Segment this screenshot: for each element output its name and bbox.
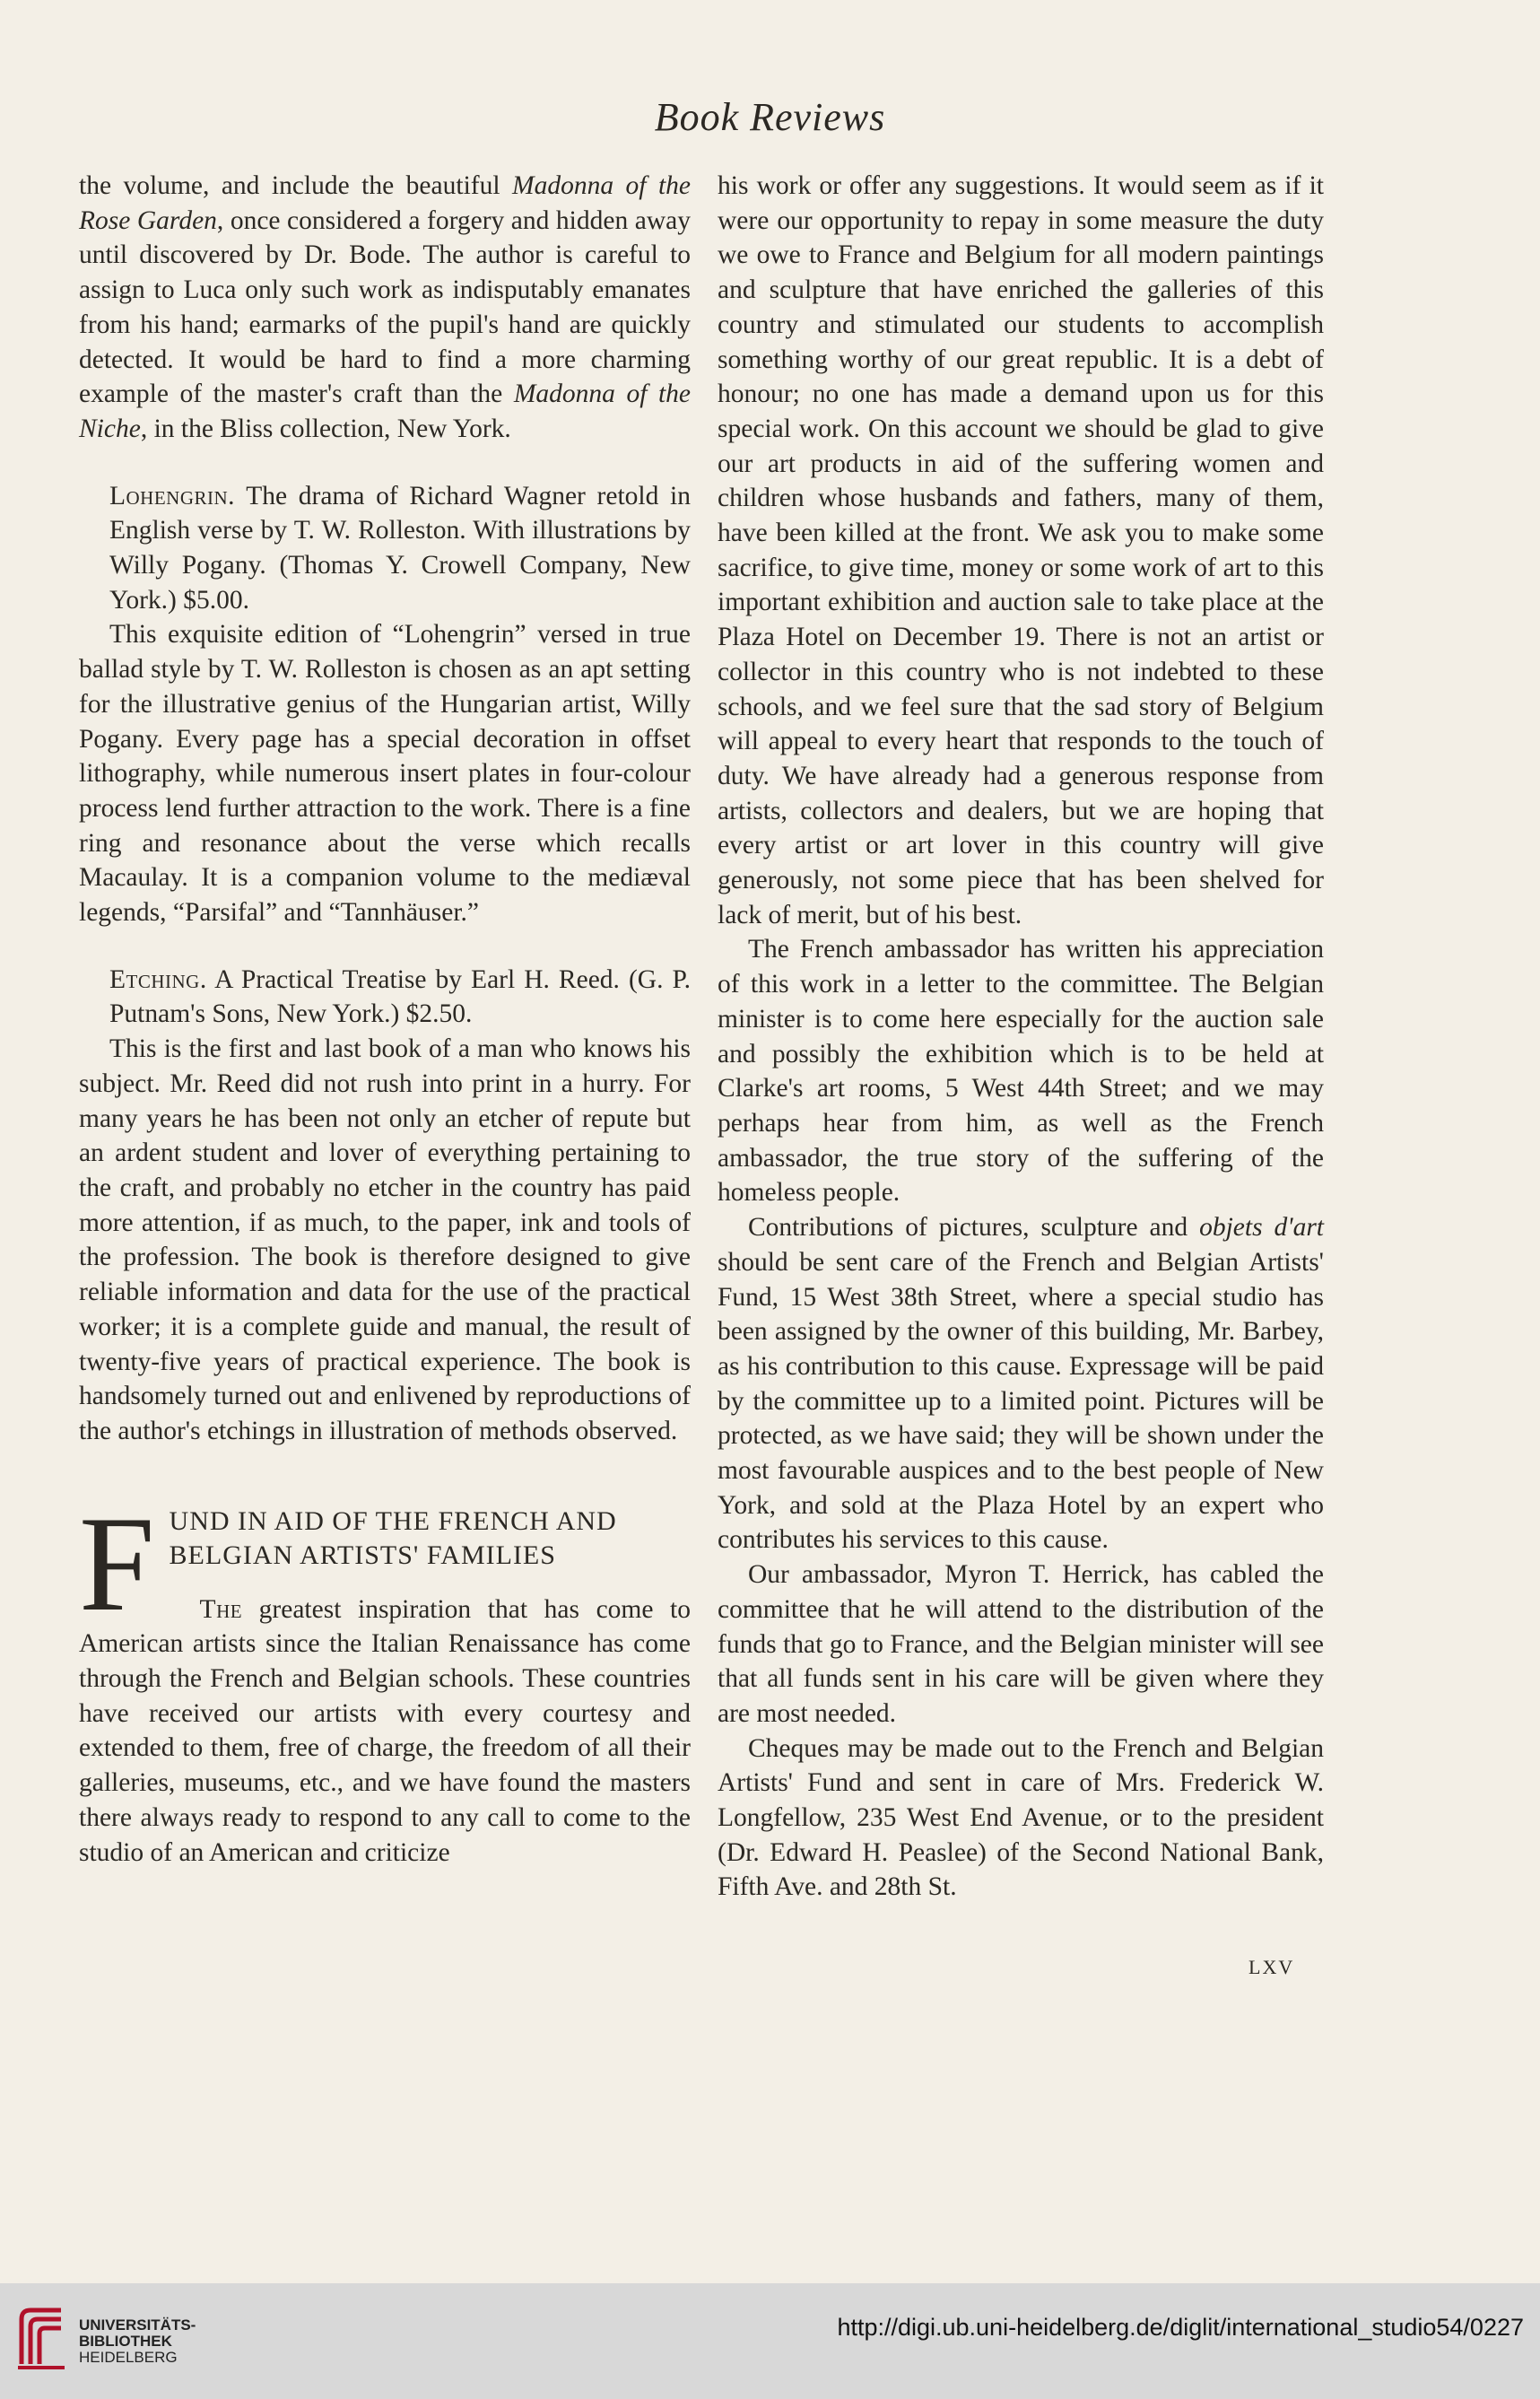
intro-paragraph	[79, 169, 691, 447]
article-text: greatest inspiration that has come to American artists since the Italian Renaissance has come through the French and Belgian schools. These countries have received our artists with every courtesy and extended to them, free of charge, the freedom of all their galleries, museums, etc., and we have found the masters there always ready to respond to any call to come to the studio of an American and criticize	[79, 1594, 691, 1867]
review-body: This is the first and last book of a man who knows his subject. Mr. Reed did not rush into print in a hurry. For many years he has been not only an etcher of repute but an ardent student and lover of everything pertaining to the craft, and probably no etcher in the country has paid more attention, if as much, to the paper, ink and tools of the profession. The book is therefore designed to give reliable information and data for the use of the practical worker; it is a complete guide and manual, the result of twenty-five years of practical experience. The book is handsomely turned out and enlivened by reproductions of the author's etchings in illustration of methods observed.	[79, 1034, 691, 1445]
review-title: Etching.	[109, 964, 207, 994]
left-column	[79, 169, 691, 1870]
page-number: LXV	[1249, 1956, 1295, 1978]
paragraph: his work or offer any suggestions. It would seem as if it were our opportunity to repay in some measure the duty we owe to France and Belgium for all modern paintings and sculpture that have enriched the galleries of this country and stimulated our students to accomplish something worthy of our great republic. It is a debt of honour; no one has made a demand upon us for this special work. On this account we should be glad to give our art products in aid of the suffering women and children whose husbands and fathers, many of them, have been killed at the front. We ask you to make some sacrifice, to give time, money or some work of art to this important exhibition and auction sale to take place at the Plaza Hotel on December 19. There is not an artist or collector in this country who is not indebted to these schools, and we feel sure that the sad story of Belgium will appeal to every heart that responds to the touch of duty. We have already had a generous response from artists, collectors and dealers, but we are hoping that every artist or art lover in this country will give generously, not some piece that has been shelved for lack of merit, but of his best.	[718, 171, 1324, 929]
paragraph: Our ambassador, Myron T. Herrick, has cabled the committee that he will attend to the distribution of the funds that go to France, and the Belgian minister will see that all funds sent in his care will be given where they are most needed.	[718, 1560, 1324, 1728]
italic-title: Madonna of the Rose Garden	[79, 171, 692, 235]
library-logo-icon[interactable]	[16, 2301, 70, 2373]
italic-run: objets d'art	[1199, 1213, 1324, 1243]
lead-word: The	[199, 1594, 243, 1624]
permalink-url[interactable]: http://digi.ub.uni-heidelberg.de/diglit/international_studio54/0227	[837, 2314, 1524, 2341]
review-title: Lohengrin.	[109, 481, 236, 510]
drop-cap: F	[79, 1487, 155, 1639]
review-etching	[79, 963, 691, 1449]
text-run: should be sent care of the French and Belgian Artists' Fund, 15 West 38th Street, where a special studio has been assigned by the owner of this building, Mr. Barbey, as his contribution to this cause. Expressage will be paid by the committee up to a limited point. Pictures will be protected, as we have said; they will be shown under the most favourable auspices and to the best people of New York, and sold at the Plaza Hotel by an expert who contributes his services to this cause.	[718, 1247, 1324, 1555]
text-run: Contributions of pictures, sculpture and	[748, 1213, 1200, 1243]
library-name	[79, 2317, 196, 2366]
review-citation: The drama of Richard Wagner retold in English verse by T. W. Rolleston. With illustrations by Willy Pogany. (Thomas Y. Crowell Company, New York.) $5.00.	[109, 481, 691, 615]
paragraph	[718, 1210, 1324, 1557]
fund-article	[79, 1487, 691, 1871]
viewer-footer	[0, 2283, 1540, 2399]
library-name-line: UNIVERSITÄTS-	[79, 2316, 196, 2334]
library-name-line: HEIDELBERG	[79, 2349, 178, 2366]
review-lohengrin	[79, 479, 691, 930]
text-run: the volume, and include the beautiful	[79, 171, 513, 200]
review-citation: A Practical Treatise by Earl H. Reed. (G. P. Putnam's Sons, New York.) $2.50.	[109, 964, 691, 1029]
text-run: , once considered a forgery and hidden away until discovered by Dr. Bode. The author is careful to assign to Luca only such work as indisputably emanates from his hand; earmarks of the pupil's hand are quickly detected. It would be hard to find a more charming example of the master's craft than the	[79, 205, 691, 409]
right-column	[718, 169, 1324, 1905]
article-title: UND IN AID OF THE FRENCH AND BELGIAN ARTISTS' FAMILIES	[169, 1505, 617, 1570]
article-body	[79, 1592, 691, 1871]
review-body: This exquisite edition of “Lohengrin” versed in true ballad style by T. W. Rolleston is chosen as an apt setting for the illustrative genius of the Hungarian artist, Willy Pogany. Every page has a special decoration in offset lithography, while numerous insert plates in four-colour process lend further attraction to the work. There is a fine ring and resonance about the verse which recalls Macaulay. It is a companion volume to the mediæval legends, “Parsifal” and “Tannhäuser.”	[79, 620, 691, 928]
running-header: Book Reviews	[654, 95, 886, 139]
paragraph: The French ambassador has written his appreciation of this work in a letter to the committee. The Belgian minister is to come here especially for the auction sale and possibly the exhibition which is to be held at Clarke's art rooms, 5 West 44th Street; and we may perhaps hear from him, as well as the French ambassador, the true story of the suffering of the homeless people.	[718, 935, 1324, 1208]
italic-title: Madonna of the Niche	[79, 379, 692, 443]
paragraph: Cheques may be made out to the French and Belgian Artists' Fund and sent in care of Mrs. Frederick W. Longfellow, 235 West End Avenue, or to the president (Dr. Edward H. Peaslee) of the Second National Bank, Fifth Ave. and 28th St.	[718, 1733, 1324, 1902]
review-heading	[79, 963, 691, 1032]
text-run: , in the Bliss collection, New York.	[140, 414, 511, 443]
library-name-line: BIBLIOTHEK	[79, 2333, 172, 2350]
review-heading	[79, 479, 691, 618]
